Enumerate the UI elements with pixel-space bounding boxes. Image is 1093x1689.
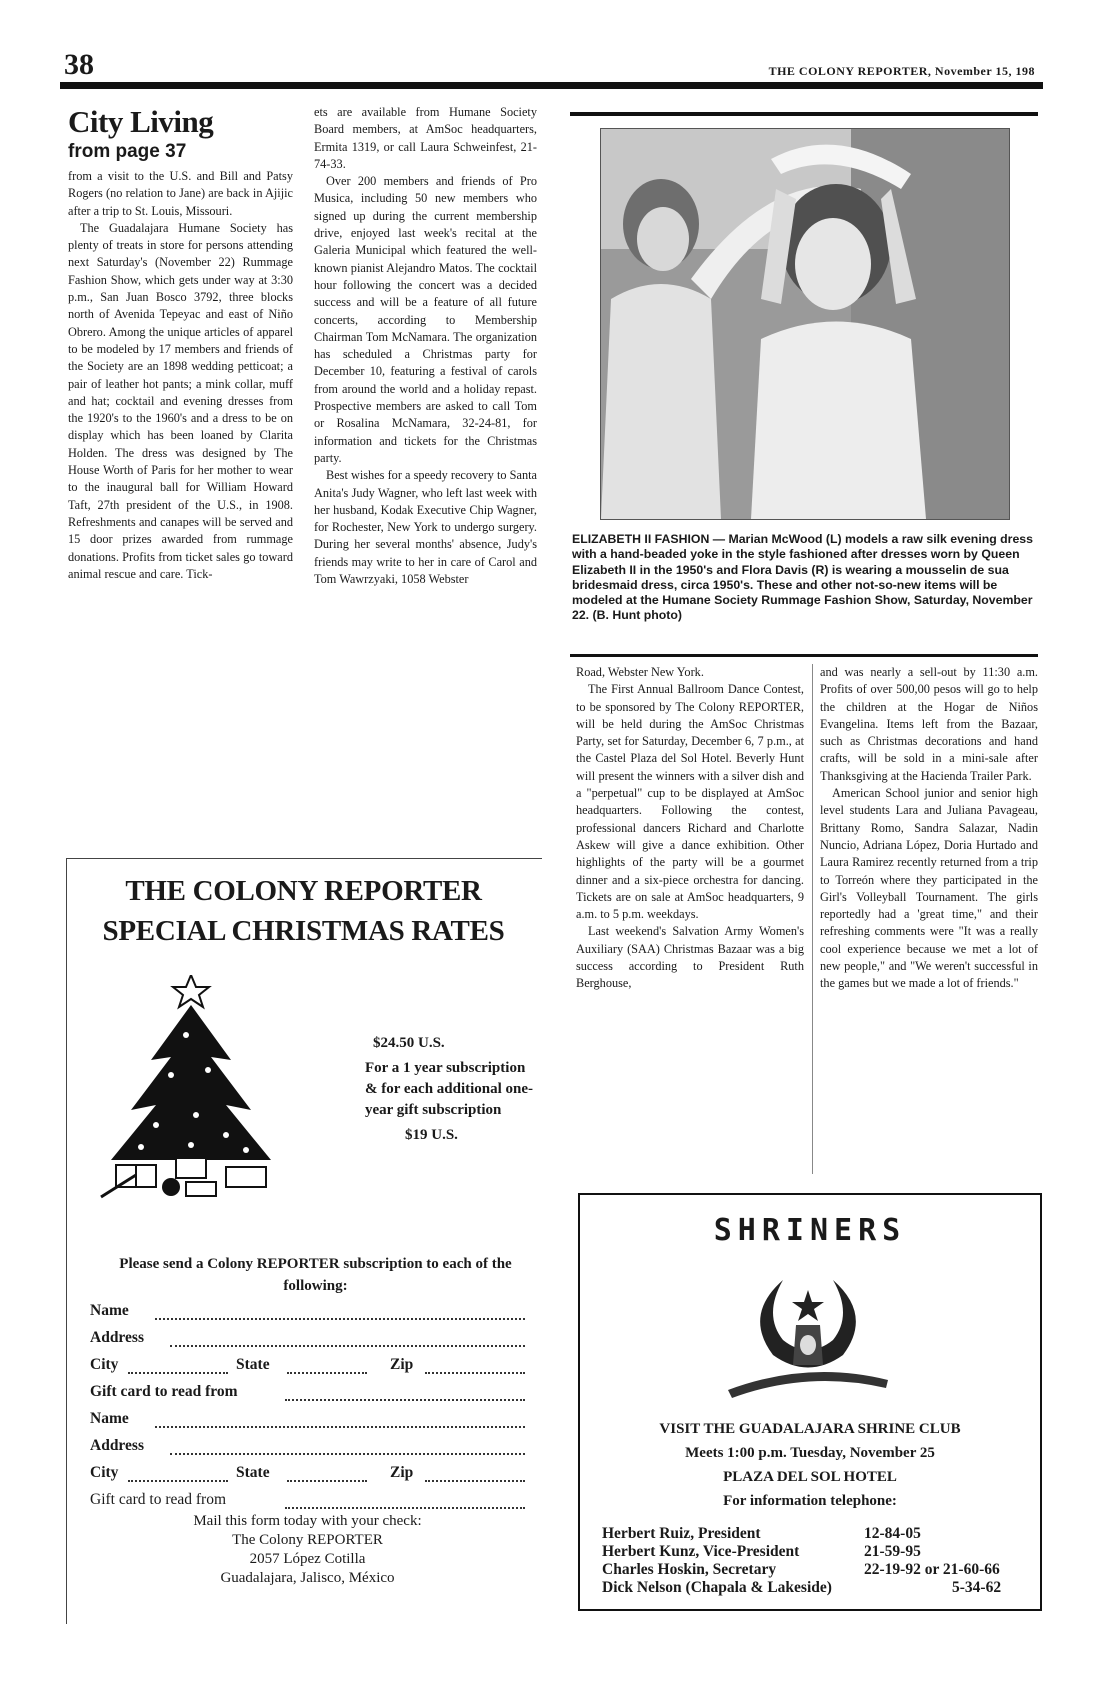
- gift-card-field-2[interactable]: [285, 1507, 525, 1509]
- shriners-title: SHRINERS: [713, 1213, 907, 1248]
- state-label: State: [236, 1356, 270, 1373]
- address-field-2[interactable]: [170, 1453, 525, 1455]
- article-column-3: [576, 664, 804, 993]
- officer-phone: 21-59-95: [864, 1543, 921, 1560]
- name-label: Name: [90, 1302, 129, 1319]
- paragraph: from a visit to the U.S. and Bill and Patsy Rogers (no relation to Jane) are back in Ajijic after a trip to St. Louis, Missouri.: [68, 169, 293, 218]
- headline: City Living: [68, 104, 214, 139]
- address-label-2: Address: [90, 1437, 144, 1454]
- article-column-1: [68, 104, 293, 583]
- top-rule: [60, 82, 1043, 89]
- paragraph: The First Annual Ballroom Dance Contest, to be sponsored by The Colony REPORTER, will be held during the AmSoc Christmas Party, set for Saturday, December 6, 7 p.m., at the Castel Plaza del Sol Hotel. Beverly Hunt will present the winners with a silver dish and a "perpetual" cup to be displayed at AmSoc headquarters. Following the contest, professional dancers Richard and Charlotte Askew will give a dance exhibition. Other highlights of the party will be a gourmet dinner and a six-piece orchestra for dancing. Tickets are on sale at AmSoc headquarters, 9 a.m. to 5 p.m. weekdays.: [576, 682, 804, 922]
- info-telephone: For information telephone:: [723, 1493, 897, 1509]
- officer-name: Charles Hoskin, Secretary: [602, 1561, 777, 1578]
- price-one-year: $24.50 U.S.: [373, 1035, 445, 1051]
- city-label: City: [90, 1356, 119, 1373]
- officer-name: Herbert Kunz, Vice-President: [602, 1543, 800, 1560]
- mail-city: Guadalajara, Jalisco, México: [220, 1570, 395, 1586]
- name-label-2: Name: [90, 1410, 129, 1427]
- officer-row: [602, 1579, 1022, 1597]
- fashion-photo: [600, 128, 1010, 520]
- gift-card-field[interactable]: [285, 1399, 525, 1401]
- ad-title: THE COLONY REPORTER: [125, 875, 482, 907]
- meeting-time: Meets 1:00 p.m. Tuesday, November 25: [685, 1445, 935, 1461]
- officer-phone: 22-19-92 or 21-60-66: [864, 1561, 1000, 1578]
- name-field-2[interactable]: [155, 1426, 525, 1428]
- city-field-2[interactable]: [128, 1480, 228, 1482]
- running-head: THE COLONY REPORTER, November 15, 198: [768, 64, 1035, 78]
- officer-row: [602, 1543, 1022, 1561]
- state-label-2: State: [236, 1464, 270, 1481]
- shriners-ad: [578, 1193, 1042, 1611]
- state-field-2[interactable]: [287, 1480, 367, 1482]
- officer-name: Herbert Ruiz, President: [602, 1525, 761, 1542]
- zip-label: Zip: [390, 1356, 414, 1373]
- officer-row: [602, 1525, 1022, 1543]
- meeting-place: PLAZA DEL SOL HOTEL: [723, 1469, 897, 1485]
- zip-field-2[interactable]: [425, 1480, 525, 1482]
- officer-row: [602, 1561, 1022, 1579]
- officer-phone: 12-84-05: [864, 1525, 921, 1542]
- city-label-2: City: [90, 1464, 119, 1481]
- zip-label-2: Zip: [390, 1464, 414, 1481]
- photo-image: [601, 129, 1009, 519]
- gift-card-label: Gift card to read from: [90, 1383, 238, 1400]
- state-field[interactable]: [287, 1372, 367, 1374]
- price-gift: $19 U.S.: [405, 1127, 458, 1143]
- paragraph: Best wishes for a speedy recovery to Santa Anita's Judy Wagner, who left last week with her husband, Kodak Executive Chip Wagner, for Rochester, New York to undergo surgery. During her several months' absence, Judy's friends may write to her in care of Carol and Tom Wawrzyaki, 1058 Webster: [314, 468, 537, 587]
- christmas-tree-icon: [96, 975, 286, 1200]
- mail-recipient: The Colony REPORTER: [232, 1532, 383, 1548]
- mail-street: 2057 López Cotilla: [249, 1551, 366, 1567]
- photo-top-rule: [570, 112, 1038, 116]
- paragraph: ets are available from Humane Society Board members, at AmSoc headquarters, Ermita 1319, or call Laura Schweinfest, 21-74-33.: [314, 105, 537, 171]
- caption-bottom-rule: [570, 654, 1038, 657]
- officer-phone: 5-34-62: [952, 1579, 1002, 1596]
- ad-subtitle: SPECIAL CHRISTMAS RATES: [102, 915, 505, 947]
- article-column-2: [314, 104, 537, 588]
- paragraph: American School junior and senior high level students Lara and Juliana Pavageau, Brittany Romo, Sandra Salazar, Nadin Nuncio, Adriana López, Doria Hurtado and Laura Ramirez recently returned from a trip to Torreón where they participated in the Girl's Volleyball Tournament. The girls reportedly had a 'great time," and their refreshing comments were "It was a really cool experience because we met a lot of new people," and "We weren't successful in the games but we made a lot of friends.": [820, 786, 1038, 991]
- mail-instruction: Mail this form today with your check:: [193, 1513, 422, 1529]
- address-field[interactable]: [170, 1345, 525, 1347]
- article-column-4: [820, 664, 1038, 993]
- page-number: 38: [64, 48, 94, 81]
- address-label: Address: [90, 1329, 144, 1346]
- name-field[interactable]: [155, 1318, 525, 1320]
- shrine-emblem-icon: [728, 1270, 888, 1400]
- mailing-address: [80, 1512, 535, 1588]
- offer-text: For a 1 year subscription & for each additional one-year gift subscription: [365, 1060, 534, 1118]
- subhead: from page 37: [68, 141, 187, 162]
- officer-name: Dick Nelson (Chapala & Lakeside): [602, 1579, 832, 1596]
- paragraph: Last weekend's Salvation Army Women's Auxiliary (SAA) Christmas Bazaar was a big success according to President Ruth Berghouse,: [576, 924, 804, 991]
- column-divider: [812, 664, 813, 1174]
- shrine-club-visit: VISIT THE GUADALAJARA SHRINE CLUB: [659, 1421, 961, 1437]
- rates-box: [365, 1033, 537, 1146]
- zip-field[interactable]: [425, 1372, 525, 1374]
- city-field[interactable]: [128, 1372, 228, 1374]
- photo-caption: ELIZABETH II FASHION — Marian McWood (L) models a raw silk evening dress with a hand-beaded yoke in the style fashioned after dresses worn by Queen Elizabeth II in the 1950's and Flora Davis (R) is wearing a mousselin de sua bridesmaid dress, circa 1950's. These and other not-so-new items will be modeled at the Humane Society Rummage Fashion Show, Saturday, November 22. (B. Hunt photo): [572, 532, 1033, 623]
- paragraph: Over 200 members and friends of Pro Musica, including 50 new members who signed up during the current membership drive, enjoyed last week's recital at the Galeria Municipal which featured the well-known pianist Alejandro Matos. The cocktail hour following the concert was a decided success and will be a feature of all future concerts, according to Membership Chairman Tom McNamara. The organization has scheduled a Christmas party for December 10, featuring a festival of carols from around the world and a holiday repast. Prospective members are asked to call Tom or Rosalina McNamara, 32-24-81, for information and tickets for the Christmas party.: [314, 174, 537, 465]
- paragraph: and was nearly a sell-out by 11:30 a.m. Profits of over 500,00 pesos will go to help the children at the Hogar de Niños Evangelina. Items left from the Bazaar, such as Christmas decorations and hand crafts, will be sold in a mini-sale after Thanksgiving at the Hacienda Trailer Park.: [820, 665, 1038, 783]
- paragraph: The Guadalajara Humane Society has plenty of treats in store for persons attending next Saturday's (November 22) Rummage Fashion Show, which gets under way at 3:30 p.m., San Juan Bosco 3792, three blocks north of Avenida Tepeyac and east of Niño Obrero. Among the unique articles of apparel to be modeled by 17 members and friends of the Society are an 1898 wedding petticoat; a pair of leather hot pants; a mink collar, muff and hat; cocktail and evening dresses from the 1920's to the 1960's and a dress to be on display which has been loaned by Clarita Holden. The dress was designed by The House Worth of Paris for her mother to wear to the inaugural ball for William Howard Taft, 27th president of the U.S., in 1908. Refreshments and canapes will be served and 15 door prizes awarded from rummage donations. Profits from ticket sales go toward animal rescue and care. Tick-: [68, 220, 293, 581]
- paragraph: Road, Webster New York.: [576, 665, 704, 679]
- form-instruction: Please send a Colony REPORTER subscription to each of the following:: [119, 1256, 512, 1294]
- gift-card-label-2: Gift card to read from: [90, 1491, 226, 1508]
